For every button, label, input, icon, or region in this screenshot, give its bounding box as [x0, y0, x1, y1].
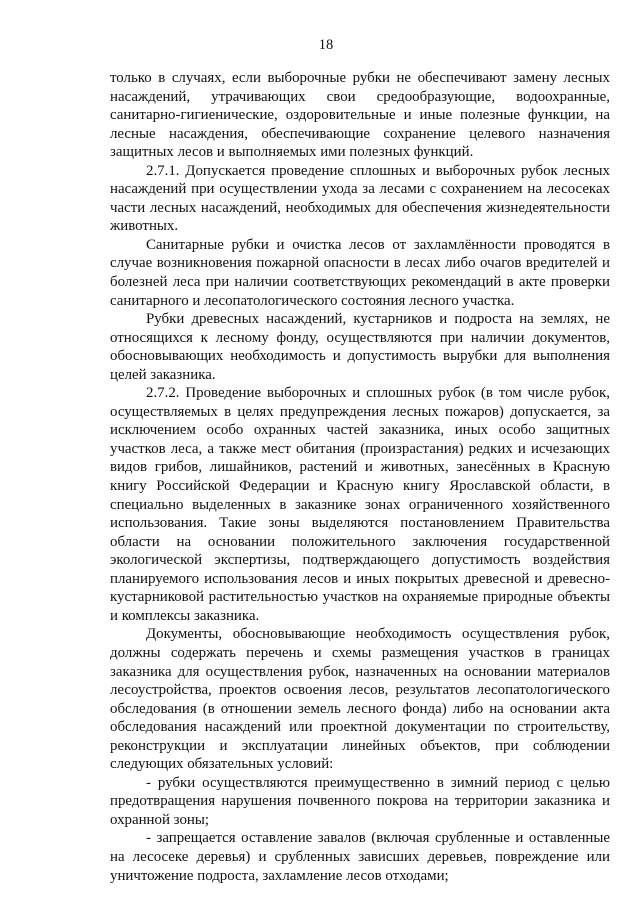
page-number: 18	[318, 37, 334, 53]
list-item-winter-felling: - рубки осуществляются преимущественно в зимний период с целью предотвращения нарушения почвенного покрова на территории заказника и охранной зоны;	[110, 774, 610, 828]
paragraph-justification-documents: Документы, обосновывающие необходимость осуществления рубок, должны содержать перечень и схемы размещения участков в границах заказника для осуществления рубок, назначенных на основании материалов лесоустройства, проектов освоения лесов, результатов лесопатологического обследования (в отношении земель лесного фонда) либо на основании акта обследования насаждений или проектной документации по строительству, реконструкции и эксплуатации линейных объектов, при соблюдении следующих обязательных условий:	[110, 626, 610, 773]
list-item-prohibitions: - запрещается оставление завалов (включая срубленные и оставленные на лесосеке деревья) и срубленных зависших деревьев, повреждение или уничтожение подроста, захламление лесов отходами;	[110, 830, 610, 884]
paragraph-sanitary-felling: Санитарные рубки и очистка лесов от захламлённости проводятся в случае возникновения пожарной опасности в лесах либо очагов вредителей и болезней леса при наличии соответствующих рекомендаций в акте проверки санитарного и лесопатологического состояния лесного участка.	[110, 236, 610, 309]
paragraph-2-7-1: 2.7.1. Допускается проведение сплошных и выборочных рубок лесных насаждений при осуществлении ухода за лесами с сохранением на лесосеках части лесных насаждений, необходимых для обеспечения жизнедеятельности животных.	[110, 162, 610, 235]
paragraph-non-forest-felling: Рубки древесных насаждений, кустарников и подроста на землях, не относящихся к лесному фонду, осуществляются при наличии документов, обосновывающих необходимость и допустимость вырубки для выполнения целей заказника.	[110, 311, 610, 383]
paragraph-continuation: только в случаях, если выборочные рубки не обеспечивают замену лесных насаждений, утрачивающих свои средообразующие, водоохранные, санитарно-гигиенические, оздоровительные и иные полезные функции, на лесные насаждения, обеспечивающие сохранение целевого назначения защитных лесов и выполняемых ими полезных функций.	[110, 70, 610, 161]
paragraph-2-7-2: 2.7.2. Проведение выборочных и сплошных рубок (в том числе рубок, осуществляемых в целях предупреждения лесных пожаров) допускается, за исключением особо охранных частей заказника, иных особо защитных участков леса, а также мест обитания (произрастания) редких и исчезающих видов грибов, лишайников, растений и животных, занесённых в Красную книгу Российской Федерации и Красную книгу Ярославской области, в специально выделенных в заказнике зонах ограниченного хозяйственного использования. Такие зоны выделяются постановлением Правительства области на основании положительного заключения государственной экологической экспертизы, подтверждающего допустимость воздействия планируемого использования лесов и иных покрытых древесной и древесно-кустарниковой растительностью участков на охраняемые природные объекты и комплексы заказника.	[110, 385, 610, 624]
document-body	[110, 69, 610, 885]
